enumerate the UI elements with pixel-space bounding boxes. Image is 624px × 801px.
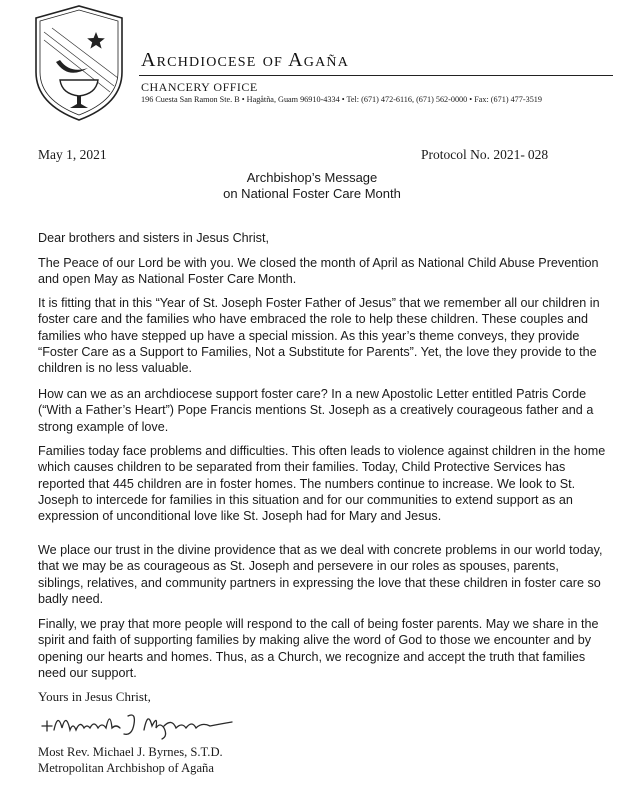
- header-divider: [139, 75, 613, 76]
- body-paragraph-4: Families today face problems and difficulties. This often leads to violence against children in the home which causes children to be separated from their families. Today, Child Protective Services has reported that 445 children are in foster homes. The numbers continue to increase. We look to St. Joseph to intercede for families in this situation and for our communities to extend support as an expression of unconditional love like St. Joseph had for Mary and Jesus.: [38, 444, 606, 524]
- protocol-number: [421, 147, 548, 163]
- signer-title: Metropolitan Archbishop of Agaña: [38, 761, 214, 775]
- message-title-line-2: on National Foster Care Month: [223, 186, 401, 201]
- letter-date: May 1, 2021: [38, 147, 107, 162]
- office-address: 196 Cuesta San Ramon Ste. B • Hagåtña, Guam 96910-4334 • Tel: (671) 472-6116, (671) 562-0000 • Fax: (671) 477-3519: [141, 95, 542, 104]
- archdiocese-crest-icon: [30, 4, 128, 122]
- body-paragraph-1: The Peace of our Lord be with you. We closed the month of April as National Child Abuse Prevention and open May as National Foster Care Month.: [38, 256, 599, 287]
- protocol-label: Protocol No. 2021-: [421, 147, 525, 162]
- body-paragraph-2: It is fitting that in this “Year of St. Joseph Foster Father of Jesus” that we remember all our children in foster care and the families who have embraced the role to help these children. These couples and families who have stepped up have a special mission. As this year’s theme conveys, they provide “Foster Care as a Support to Families, Not a Substitute for Parents”. Yet, the love they provide to the children is no less valuable.: [38, 296, 600, 376]
- body-paragraph-6: Finally, we pray that more people will respond to the call of being foster parents. May we share in the spirit and faith of supporting families by making alive the word of God to those we encounter and by opening our hearts and homes. Thus, as a Church, we recognize and accept the truth that families need our support.: [38, 617, 599, 680]
- closing-line: Yours in Jesus Christ,: [38, 689, 151, 704]
- handwritten-signature: [40, 706, 236, 740]
- protocol-value: 028: [527, 147, 549, 162]
- message-title-line-1: Archbishop’s Message: [246, 170, 378, 185]
- body-paragraph-5: We place our trust in the divine providence that as we deal with concrete problems in our world today, that we may be as courageous as St. Joseph and persevere in our roles as spouses, parents, siblings, relatives, and community partners in expressing the love that these children in foster care so badly need.: [38, 543, 603, 606]
- signer-name: Most Rev. Michael J. Byrnes, S.T.D.: [38, 745, 223, 759]
- body-paragraph-3: How can we as an archdiocese support foster care? In a new Apostolic Letter entitled Patris Corde (“With a Father’s Heart”) Pope Francis mentions St. Joseph as a creatively courageous father and a strong example of love.: [38, 387, 594, 434]
- salutation: Dear brothers and sisters in Jesus Christ,: [38, 231, 269, 245]
- organization-name: Archdiocese of Agaña: [141, 49, 350, 71]
- office-name: CHANCERY OFFICE: [141, 80, 258, 94]
